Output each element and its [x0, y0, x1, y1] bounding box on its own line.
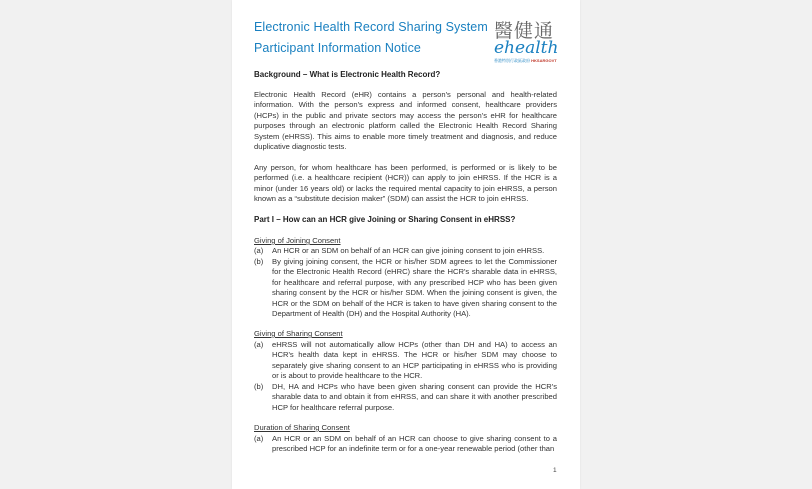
ehealth-logo — [494, 16, 564, 64]
background-paragraph-1: Electronic Health Record (eHR) contains a person's personal and health-related information. With the person's express and informed consent, healthcare providers (HCPs) in the public and private sectors may access the person's eHR for healthcare purposes through an electronic platform called the Electronic Health Record Sharing System (eHRSS). This aims to enable more timely treatment and diagnosis, and reduce duplicative diagnostic tests. — [254, 90, 557, 152]
document-title-line2: Participant Information Notice — [254, 41, 421, 55]
list-item — [254, 434, 557, 455]
document-page — [232, 0, 580, 489]
list-item-label: (b) — [254, 257, 264, 266]
duration-consent-heading: Duration of Sharing Consent — [254, 423, 350, 432]
sharing-consent-heading: Giving of Sharing Consent — [254, 329, 343, 338]
joining-consent-heading: Giving of Joining Consent — [254, 236, 341, 245]
list-item-text: DH, HA and HCPs who have been given sharing consent can provide the HCR's sharable data to and obtain it from eHRSS, and can share it with another prescribed HCP for healthcare referral purpose. — [272, 382, 557, 412]
page-number: 1 — [553, 467, 557, 474]
logo-tagline-chinese: 香港特別行政區政府 — [494, 58, 530, 63]
list-item-text: By giving joining consent, the HCR or his/her SDM agrees to let the Commissioner for the Electronic Health Record (eHRC) share the HCR's sharable data in eHRSS, for healthcare and referral purpose, with any prescribed HCP who has been given sharing consent by the HCR or his/her SDM. When the joining consent is given, the HCR or the SDM on behalf of the HCR is taken to have given sharing consent to the Department of Health (DH) and the Hospital Authority (HA). — [272, 257, 557, 319]
logo-gov-text: HKSARGOVT — [531, 58, 557, 63]
part1-heading: Part I – How can an HCR give Joining or Sharing Consent in eHRSS? — [254, 215, 516, 224]
list-item-label: (a) — [254, 340, 264, 349]
list-item-text: eHRSS will not automatically allow HCPs (other than DH and HA) to access an HCR's health data kept in eHRSS. The HCR or his/her SDM may choose to separately give sharing consent to an HCP participating in eHRSS who is providing or is about to provide healthcare to the HCR. — [272, 340, 557, 381]
logo-tagline — [494, 58, 557, 64]
list-item-label: (a) — [254, 434, 264, 443]
document-title-line1: Electronic Health Record Sharing System — [254, 20, 488, 34]
background-paragraph-2: Any person, for whom healthcare has been performed, is performed or is likely to be performed (i.e. a healthcare recipient (HCR)) can apply to join eHRSS. If the HCR is a minor (under 16 years old) or lacks the required mental capacity to join eHRSS, a person known as a “substitute decision maker” (SDM) can assist the HCR to join eHRSS. — [254, 163, 557, 204]
list-item-label: (b) — [254, 382, 264, 391]
list-item-text: An HCR or an SDM on behalf of an HCR can choose to give sharing consent to a prescribed HCP for an indefinite term or for a one-year renewable period (other than — [272, 434, 557, 454]
background-heading: Background – What is Electronic Health Record? — [254, 70, 441, 79]
logo-chinese-text: 醫健通 — [494, 20, 555, 42]
list-item — [254, 257, 557, 319]
logo-brand-text: ehealth — [494, 38, 559, 58]
list-item — [254, 246, 557, 256]
list-item-text: An HCR or an SDM on behalf of an HCR can give joining consent to join eHRSS. — [272, 246, 545, 255]
list-item-label: (a) — [254, 246, 264, 255]
list-item — [254, 340, 557, 382]
list-item — [254, 382, 557, 413]
